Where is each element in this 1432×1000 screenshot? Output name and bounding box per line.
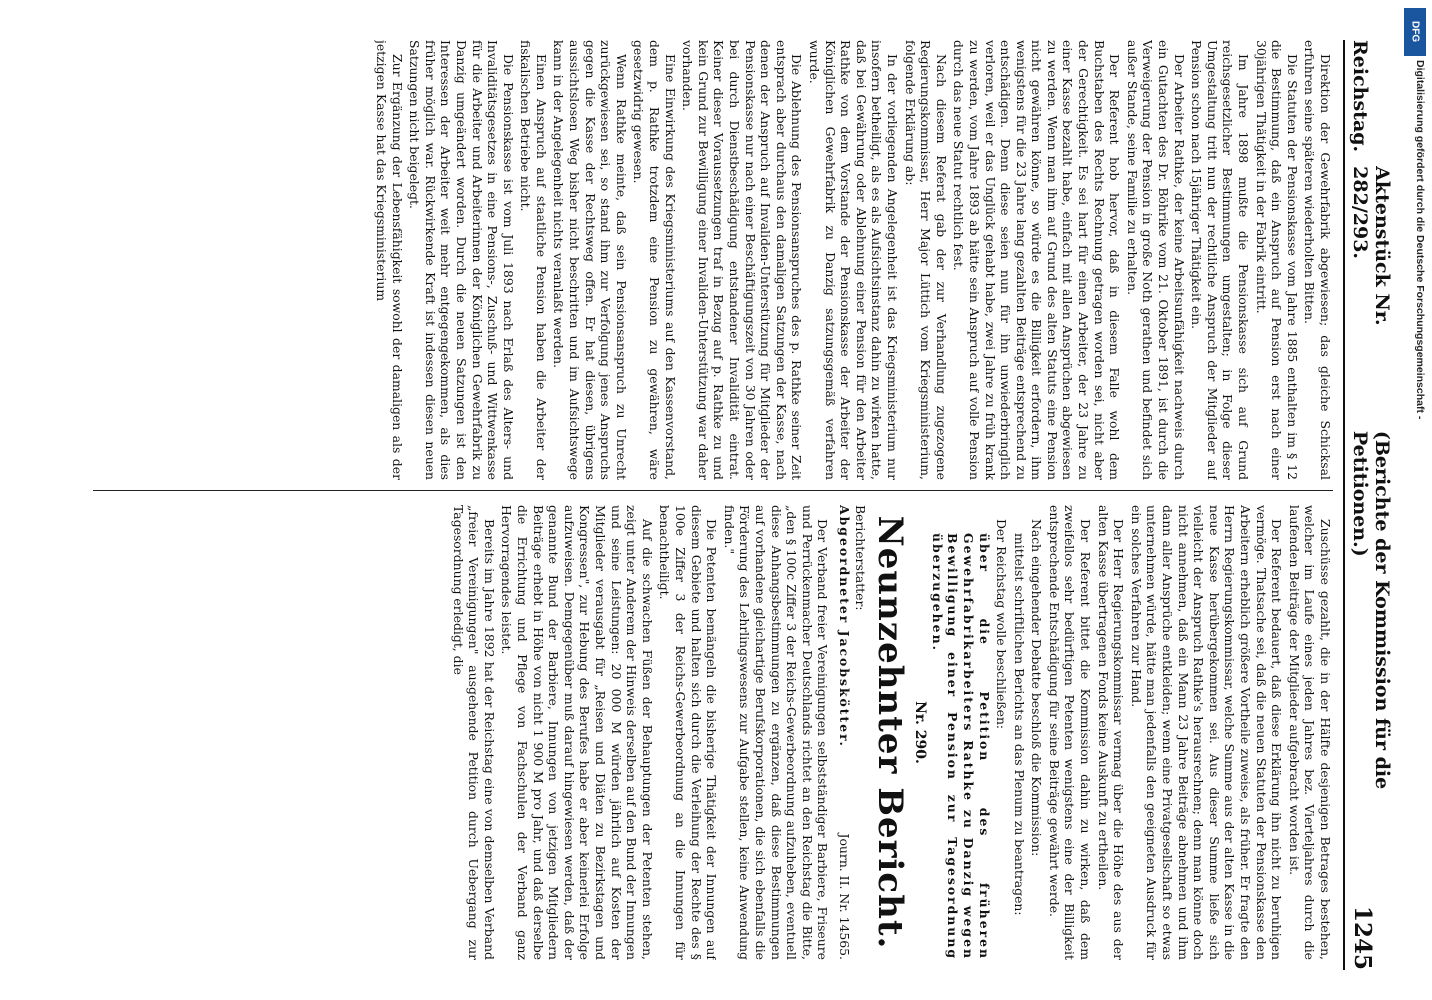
header-document-number: Aktenstück Nr. 282/293.	[1349, 166, 1393, 326]
paragraph: Der Referent hob hervor, daß in diesem Falle wohl dem Buchstaben des Rechts Rechnung getragen worden sei, nicht aber der Gerechtigkeit. Es sei hart für einen Arbeiter, der 23 Jahre zu einer Kasse bezahlt habe, einfach mit allen Ansprüchen abgewiesen zu werden. Wenn man ihm auf Grund des alten Statuts eine Pension nicht gewähren könne, so würde es die Billigkeit erfordern, ihm wenigstens für die 23 Jahre lang gezahlten Beiträge entsprechend zu entschädigen. Denn diese seien nun für ihn unwiederbringlich verloren, weil er das Unglück gehabt habe, zwei Jahre zu früh krank zu werden, vom Jahre 1893 ab hätte sein Anspruch auf volle Pension durch das neue Statut rechtlich fest.	[951, 40, 1123, 480]
paragraph: Eine Einwirkung des Kriegsministeriums auf den Kassenvorstand, dem p. Rathke trotzdem eine Pension zu gewähren, wäre gesetzwidrig gewesen.	[631, 40, 678, 480]
reporter-name: Abgeordneter Jacobskötter.	[836, 505, 852, 748]
dfg-credit: Digitalisierung gefördert durch die Deutsche Forschungsgemeinschaft -	[1414, 60, 1426, 420]
paragraph: Der Referent bedauert, daß diese Erklärung ihn nicht zu beruhigen vermöge. Thatsache sei, daß die neuen Statuten der Pensionskasse den Arbeitern erheblich größere Vortheile zuweise, als früher. Er fragte den Herrn Regierungskommissar, welche Summe aus der alten Kasse in die neue Kasse herübergekommen sei. Aus dieser Summe ließe sich vielleicht der Anspruch Rathke's herausrechnen; denn man könne doch nicht annehmen, daß ein Mann 23 Jahre Beiträge abnehmen und ihm dann aller Ansprüche entkleiden; wenn eine Privatgesellschaft so etwas unternehmen würde, hätte man jedenfalls den geeigneten Ausdruck für ein solches Verfahren zur Hand.	[1128, 505, 1285, 960]
motion-intro: mittelst schriftlichen Berichts an das Plenum zu beantragen:	[1011, 533, 1027, 916]
paragraph: Einen Anspruch auf staatliche Pension haben die Arbeiter der fiskalischen Betriebe nicht.	[518, 40, 549, 480]
rotated-page-content	[70, 0, 1405, 1000]
paragraph: Der Arbeiter Rathke, der keine Arbeitsunfähigkeit nachweis durch ein Gutachten des Dr. Böhrike vom 21. Oktober 1891, ist durch die Verweigerung der Pension in große Noth gerathen und befindet sich außer Stande, seine Familie zu erhalten.	[1124, 40, 1187, 480]
paragraph: Zuschüsse gezahlt, die in der Hälfte desjenigen Betrages bestehen, welcher im Laufe eines jeden Jahres bez. Vierteljahres durch die laufenden Beiträge der Mitglieder aufgebracht worden ist.	[1286, 505, 1333, 960]
paragraph: Die Ablehnung des Pensionsanspruches des p. Rathke seiner Zeit entsprach aber durchaus den damaligen Satzungen der Kasse, nach denen der Anspruch auf Invaliden-Unterstützung für Mitglieder der Pensionskasse nur nach einer Beschäftigungszeit von 30 Jahren oder bei durch Dienstbeschädigung entstandener Invalidität eintrat. Keiner dieser Voraussetzungen traf in Bezug auf p. Rathke zu und kein Grund zur Bewilligung einer Invaliden-Unterstützung war daher vorhanden.	[680, 40, 805, 480]
paragraph: Bereits im Jahre 1892 hat der Reichstag eine von demselben Verband „freier Vereinigungen" ausgehende Petition durch Uebergang zur Tagesordnung erledigt, die	[450, 505, 497, 960]
column-divider	[93, 490, 1333, 491]
motion-text: über die Petition des früheren Gewehrfabrikarbeiters Rathke zu Danzig wegen Bewilligung einer Pension zur Tagesordnung überzugehen.	[929, 533, 992, 960]
paragraph: Die Petenten bemängeln die bisherige Thätigkeit der Innungen auf diesem Gebiete und halten sich durch die Verleihung der Rechte des § 100e Ziffer 3 der Reichs-Gewerbeordnung an die Innungen für benachtheiligt.	[657, 505, 720, 960]
report-number: Nr. 290.	[912, 701, 929, 764]
paragraph: In der vorliegenden Angelegenheit ist das Kriegsministerium nur insofern betheiligt, als es als Aufsichtsinstanz dahin zu wirken hatte, daß bei Gewährung oder Ablehnung einer Pension für den Arbeiter Rathke von dem Vorstande der Pensionskasse der Arbeiter der Königlichen Gewehrfabrik zu Danzig satzungsgemäß verfahren wurde.	[807, 40, 900, 480]
column-left	[93, 40, 1333, 480]
paragraph: Der Herr Regierungskommissar vermag über die Höhe des aus der alten Kasse übertragenen Fonds keine Auskunft zu ertheilen.	[1095, 505, 1127, 960]
report-title: Neunzehnter Bericht.	[869, 515, 910, 950]
paragraph: Der Verband freier Vereinigungen selbstständiger Barbiere, Friseure und Perrückenmacher Deutschlands richtet an den Reichstag die Bitte, „den § 100c Ziffer 3 der Reichs-Gewerbeordnung aufzuheben, eventuell diese Anhangsbestimmungen zu ergänzen, daß diese Bestimmungen auf vorhandene gleichartige Berufskorporationen, die sich ebenfalls die Förderung des Lehrlingswesens zur Aufgabe stellen, keine Anwendung finden."	[721, 505, 831, 960]
page-number: 1245	[1349, 905, 1376, 970]
digitization-sidebar	[1404, 0, 1426, 1000]
reporter-line	[836, 505, 867, 960]
column-right	[93, 505, 1333, 960]
paragraph: Direktion der Gewehrfabrik abgewiesen; das gleiche Schicksal erfuhren seine späteren wiederholten Bitten.	[1302, 40, 1333, 480]
paragraph: Nach eingehender Debatte beschloß die Kommission:	[1029, 519, 1045, 857]
paragraph: Wenn Rathke meinte, daß sein Pensionsanspruch zu Unrecht zurückgewiesen sei, so stand ihm zur Verfolgung jenes Anspruchs gegen die Kasse der Rechtsweg offen. Er hat diesen, übrigens aussichtslosen Weg bisher nicht beschritten und im Aufsichtswege kann in der Angelegenheit nichts veranlaßt werden.	[551, 40, 629, 480]
page-header	[1343, 40, 1395, 970]
paragraph: Der Referent bittet die Kommission dahin zu wirken, daß dem zweifellos sehr bedürftigen Petenten wenigstens eine der Billigkeit entsprechende Entschädigung für seine Beiträge gewährt werde.	[1046, 505, 1094, 960]
paragraph: Die Statuten der Pensionskasse vom Jahre 1885 enthalten im § 12 die Bestimmung, daß ein Anspruch auf Pension erst nach einer 30jährigen Thätigkeit in der Fabrik eintritt.	[1253, 40, 1300, 480]
paragraph: Die Pensionskasse ist vom Juli 1893 nach Erlaß des Alters- und Invaliditätsgesetzes in eine Pensions-, Zuschuß- und Wittwenkasse für die Arbeiter und Arbeiterinnen der Königlichen Gewehrfabrik zu Danzig umgeändert worden. Durch die neuen Satzungen ist den Interessen der Arbeiter weit mehr entgegengekommen, als dies früher möglich war. Rückwirkende Kraft ist indessen diesen neuen Satzungen nicht beigelegt.	[407, 40, 516, 480]
paragraph: Zur Ergänzung der Lebensfähigkeit sowohl der damaligen als der jetzigen Kasse hat das Kriegsministerium	[373, 40, 405, 480]
paragraph: Der Reichstag wolle beschließen:	[994, 519, 1010, 730]
paragraph: Nach diesem Referat gab der zur Verhandlung zugezogene Regierungskommissar, Herr Major Lüttich vom Kriegsministerium, folgende Erklärung ab:	[902, 40, 949, 480]
header-reichstag: Reichstag.	[1349, 40, 1371, 153]
journal-number: Journ. II. Nr. 14565.	[836, 833, 852, 960]
paragraph: Im Jahre 1898 mußte die Pensionskasse sich auf Grund reichsgesetzlicher Bestimmungen umgestalten; in Folge dieser Umgestaltung tritt nun der rechtliche Anspruch der Mitglieder auf Pension schon nach 15jähriger Thätigkeit ein.	[1189, 40, 1252, 480]
reporter-label: Berichterstatter:	[852, 505, 868, 611]
dfg-logo: DFG	[1404, 8, 1426, 56]
header-section: (Berichte der Kommission für die Petitionen.)	[1349, 430, 1393, 790]
paragraph: Auf die schwachen Füßen der Behauptungen der Petenten stehen, zeigt unter Anderem der Hinweis derselben auf den Bund der Innungen und seine Leistungen: 20 000 M würden jährlich auf Kosten der Mitglieder verausgabt für „Reisen und Diäten zu Bezirkstagen und Kongressen", zur Hebung des Berufes habe er aber keinerlei Erfolge aufzuweisen. Demgegenüber muß darauf hingewiesen werden, daß der genannte Bund der Barbiere, Innungen von jetzigen Mitgliedern Beiträge erhebt in Höhe von nicht 1 900 M pro Jahr, und daß derselbe die Errichtung und Pflege von Fachschulen der Verband ganz Hervorragendes leistet.	[499, 505, 655, 960]
